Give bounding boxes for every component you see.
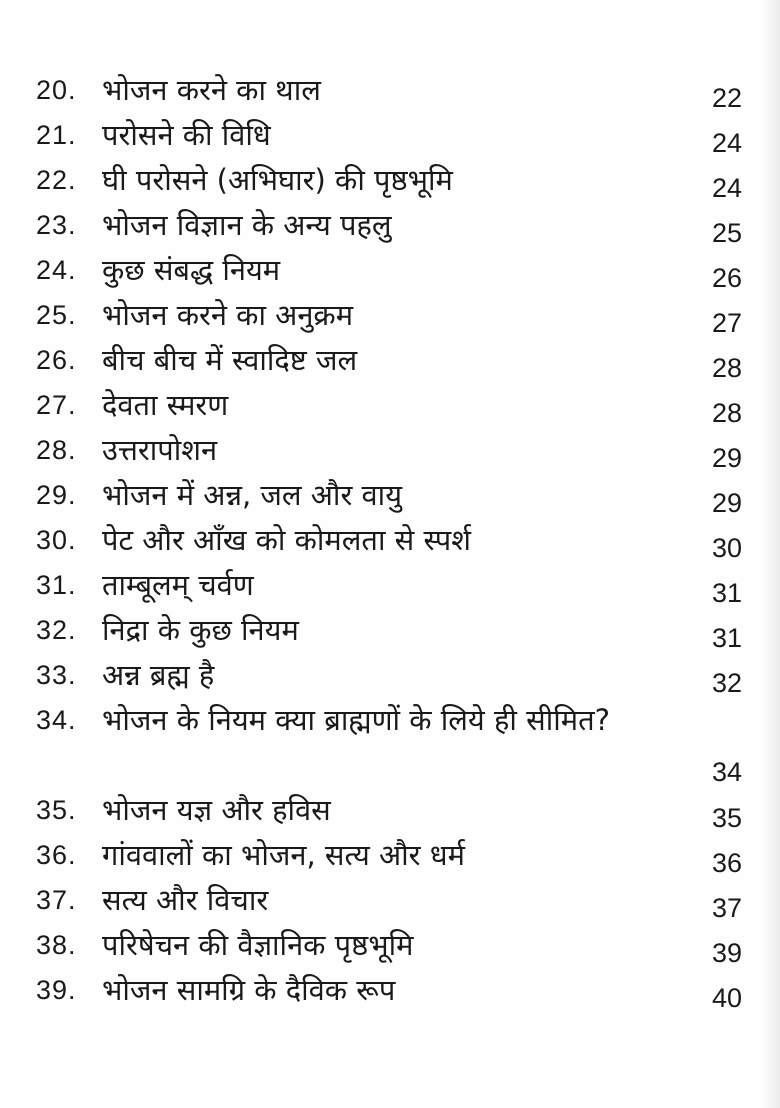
entry-page-number: 35 — [711, 803, 742, 833]
entry-title: पेट और आँख को कोमलता से स्पर्श — [102, 523, 471, 557]
toc-entry — [30, 248, 750, 293]
entry-title: अन्न ब्रह्म है — [102, 658, 215, 692]
entry-title: भोजन करने का थाल — [102, 73, 321, 107]
entry-number: 33. — [36, 660, 77, 690]
entry-number: 21. — [36, 120, 77, 150]
entry-number: 38. — [36, 930, 77, 960]
entry-page-number: 28 — [711, 398, 742, 428]
entry-page-number: 39 — [711, 938, 742, 968]
entry-page-number: 40 — [711, 983, 742, 1013]
entry-number: 20. — [36, 75, 77, 105]
toc-entry — [30, 788, 750, 833]
entry-number: 30. — [36, 525, 77, 555]
entry-title: ताम्बूलम् चर्वण — [102, 568, 254, 602]
entry-number: 22. — [36, 165, 77, 195]
entry-number: 39. — [36, 975, 77, 1005]
entry-title: निद्रा के कुछ नियम — [102, 613, 299, 647]
entry-page-number: 34 — [711, 757, 742, 787]
entry-number: 35. — [36, 795, 77, 825]
entry-title: देवता स्मरण — [102, 388, 229, 422]
entry-title: सत्य और विचार — [102, 883, 269, 917]
entry-number: 28. — [36, 435, 77, 465]
entry-title: भोजन के नियम क्या ब्राह्मणों के लिये ही सीमित? — [102, 703, 610, 737]
toc-entry — [30, 383, 750, 428]
entry-title: भोजन विज्ञान के अन्य पहलु — [102, 208, 392, 242]
toc-entry — [30, 68, 750, 113]
entry-number: 29. — [36, 480, 77, 510]
entry-page-number: 28 — [711, 353, 742, 383]
entry-title: बीच बीच में स्वादिष्ट जल — [102, 343, 358, 377]
entry-page-number: 31 — [711, 578, 742, 608]
entry-title: परोसने की विधि — [102, 118, 271, 152]
entry-page-number: 31 — [711, 623, 742, 653]
toc-entry — [30, 968, 750, 1013]
toc-entry — [30, 608, 750, 653]
entry-number: 24. — [36, 255, 77, 285]
toc-entry — [30, 923, 750, 968]
entry-number: 34. — [36, 705, 77, 735]
toc-entry — [30, 203, 750, 248]
entry-page-number: 37 — [711, 893, 742, 923]
toc-entry — [30, 653, 750, 698]
toc-entry — [30, 428, 750, 473]
entry-title: भोजन सामग्रि के दैविक रूप — [102, 973, 396, 1007]
entry-page-number: 26 — [711, 263, 742, 293]
entry-page-number: 22 — [711, 83, 742, 113]
entry-page-number: 36 — [711, 848, 742, 878]
entry-number: 31. — [36, 570, 77, 600]
toc-entry — [30, 833, 750, 878]
toc-entry — [30, 698, 750, 788]
table-of-contents — [30, 68, 750, 1013]
entry-title: उत्तरापोशन — [102, 433, 218, 467]
toc-entry — [30, 473, 750, 518]
entry-number: 25. — [36, 300, 77, 330]
entry-number: 37. — [36, 885, 77, 915]
entry-page-number: 24 — [711, 173, 742, 203]
entry-page-number: 24 — [711, 128, 742, 158]
entry-page-number: 27 — [711, 308, 742, 338]
toc-entry — [30, 113, 750, 158]
toc-entry — [30, 878, 750, 923]
entry-title: भोजन करने का अनुक्रम — [102, 298, 354, 332]
toc-entry — [30, 338, 750, 383]
page-edge-shadow — [762, 0, 780, 1108]
entry-page-number: 30 — [711, 533, 742, 563]
entry-number: 36. — [36, 840, 77, 870]
toc-entry — [30, 158, 750, 203]
toc-entry — [30, 563, 750, 608]
entry-page-number: 29 — [711, 443, 742, 473]
entry-page-number: 29 — [711, 488, 742, 518]
entry-number: 32. — [36, 615, 77, 645]
entry-title: परिषेचन की वैज्ञानिक पृष्ठभूमि — [102, 928, 414, 962]
entry-title: भोजन में अन्न, जल और वायु — [102, 478, 403, 512]
toc-entry — [30, 293, 750, 338]
entry-number: 26. — [36, 345, 77, 375]
entry-title: भोजन यज्ञ और हविस — [102, 793, 331, 827]
entry-number: 23. — [36, 210, 77, 240]
entry-title: कुछ संबद्ध नियम — [102, 253, 281, 287]
entry-page-number: 25 — [711, 218, 742, 248]
entry-number: 27. — [36, 390, 77, 420]
entry-title: घी परोसने (अभिघार) की पृष्ठभूमि — [102, 163, 453, 197]
entry-title: गांववालों का भोजन, सत्य और धर्म — [102, 838, 465, 872]
toc-entry — [30, 518, 750, 563]
entry-page-number: 32 — [711, 668, 742, 698]
